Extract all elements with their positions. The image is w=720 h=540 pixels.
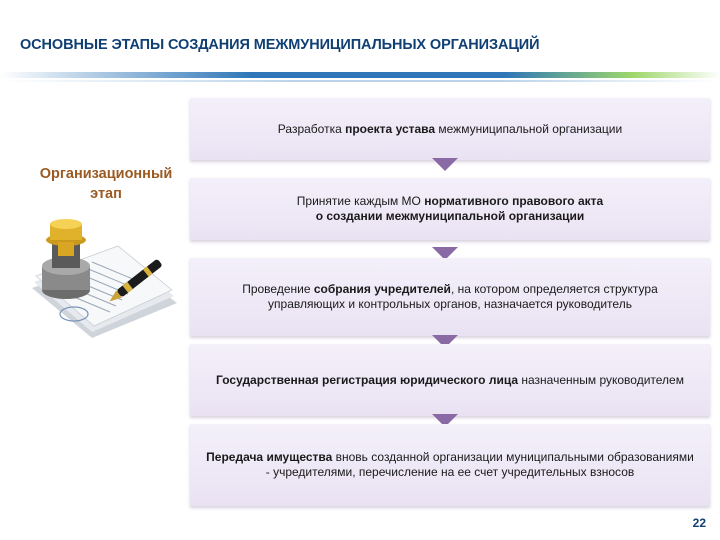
step-2-box	[190, 178, 710, 240]
step-2-text-bold-line2: о создании межмуниципальной организации	[315, 209, 585, 223]
step-1-text	[278, 122, 622, 137]
step-4-text-regular: назначенным руководителем	[518, 372, 684, 387]
step-4-text-bold: Государственная регистрация юридического лица	[216, 372, 519, 387]
stage-label	[18, 164, 194, 204]
step-3-text	[204, 282, 696, 312]
step-1-text-bold: проекта устава	[345, 121, 436, 136]
down-arrow-icon	[432, 158, 458, 171]
step-5-text-regular: вновь созданной организации муниципальными образованиями - учредителями, перечисление на ее счет учредительных взносов	[265, 450, 694, 479]
step-4-box	[190, 344, 710, 416]
step-5-box	[190, 424, 710, 506]
step-4-text	[216, 373, 684, 388]
step-5-text-bold: Передача имущества	[206, 450, 333, 464]
page-title: ОСНОВНЫЕ ЭТАПЫ СОЗДАНИЯ МЕЖМУНИЦИПАЛЬНЫХ ОРГАНИЗАЦИЙ	[20, 37, 540, 53]
step-2-text	[297, 194, 603, 224]
stamp-and-pen-on-documents-icon	[22, 218, 182, 348]
step-5-text	[204, 450, 696, 480]
step-3-box	[190, 258, 710, 336]
step-1-text-regular-end: межмуниципальной организации	[435, 121, 623, 136]
title-underline	[0, 72, 720, 78]
step-3-text-bold: собрания учредителей	[313, 282, 451, 296]
step-2-text-regular: Принятие каждым МО	[296, 194, 425, 208]
step-2-text-bold: нормативного правового акта	[424, 194, 604, 208]
stage-label-line2: этап	[90, 186, 122, 202]
step-1-box	[190, 98, 710, 160]
title-underline-secondary	[0, 80, 720, 82]
stage-label-line1: Организационный	[39, 166, 173, 182]
step-3-text-regular-end: , на котором определяется структура управляющих и контрольных органов, назначается руководитель	[268, 282, 658, 311]
step-3-text-regular: Проведение	[242, 282, 314, 296]
step-1-text-regular: Разработка	[277, 121, 346, 136]
page-number: 22	[692, 516, 706, 530]
